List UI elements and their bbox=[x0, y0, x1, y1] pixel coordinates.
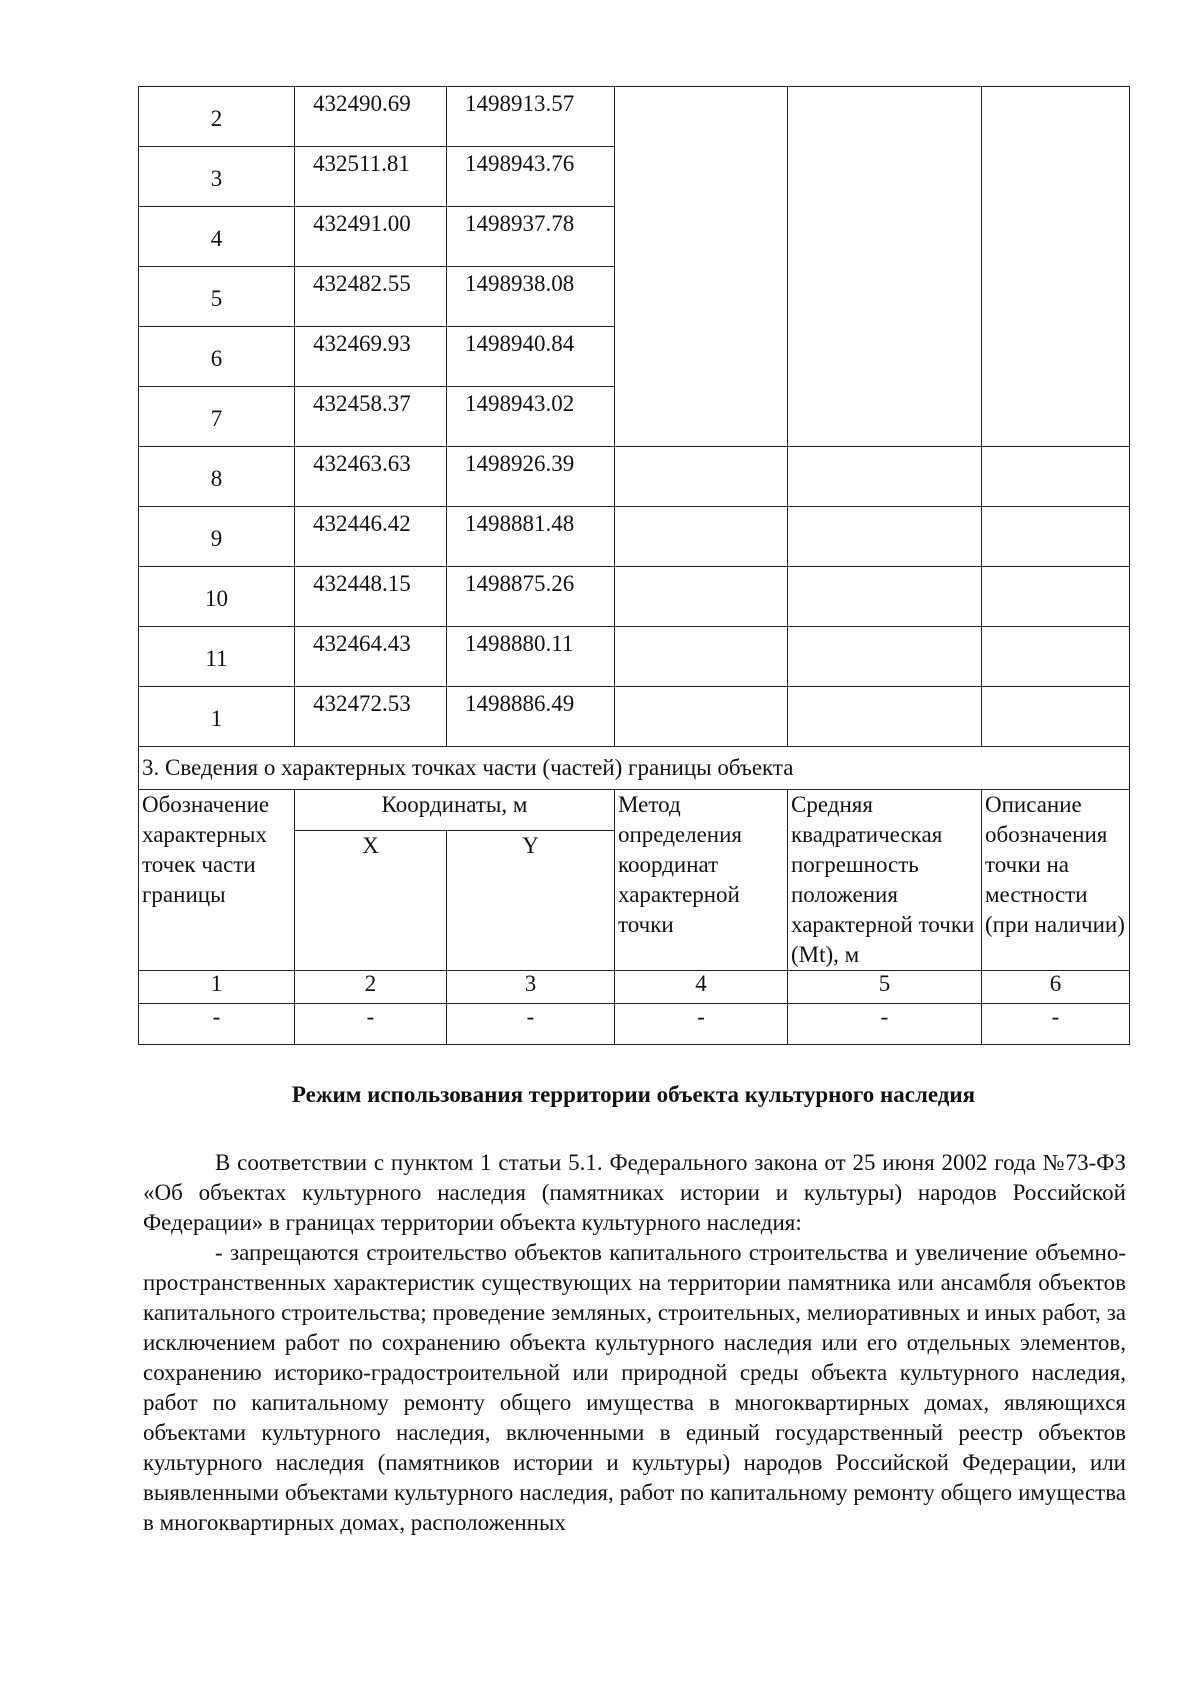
point-x: 432469.93 bbox=[295, 327, 447, 387]
point-number: 5 bbox=[139, 267, 295, 327]
points-table-body bbox=[139, 87, 1130, 1045]
table-row bbox=[139, 447, 1130, 507]
table-row bbox=[139, 687, 1130, 747]
point-number: 4 bbox=[139, 207, 295, 267]
error-cell bbox=[788, 627, 982, 687]
column-number: 5 bbox=[788, 971, 982, 1004]
column-number: 4 bbox=[615, 971, 788, 1004]
error-cell bbox=[788, 687, 982, 747]
method-cell bbox=[615, 507, 788, 567]
header-error: Средняя квадратическая погрешность положения характерной точки (Mt), м bbox=[788, 790, 982, 971]
point-number: 2 bbox=[139, 87, 295, 147]
error-cell bbox=[788, 567, 982, 627]
header-y: Y bbox=[447, 831, 615, 971]
description-cell bbox=[982, 687, 1130, 747]
method-cell bbox=[615, 87, 788, 447]
column-number: 6 bbox=[982, 971, 1130, 1004]
regime-heading: Режим использования территории объекта культурного наследия bbox=[291, 1082, 976, 1107]
point-x: 432446.42 bbox=[295, 507, 447, 567]
point-number: 10 bbox=[139, 567, 295, 627]
point-number: 1 bbox=[139, 687, 295, 747]
header-coordinates: Координаты, м bbox=[295, 790, 615, 831]
point-y: 1498938.08 bbox=[447, 267, 615, 327]
point-x: 432491.00 bbox=[295, 207, 447, 267]
point-x: 432472.53 bbox=[295, 687, 447, 747]
point-number: 8 bbox=[139, 447, 295, 507]
paragraph: - запрещаются строительство объектов капитального строительства и увеличение объемно-пространственных характеристик существующих на территории памятника или ансамбля объектов капитального строительства; проведение земляных, строительных, мелиоративных и иных работ, за исключением работ по сохранению объекта культурного наследия или его отдельных элементов, сохранению историко-градостроительной или природной среды объекта культурного наследия, работ по капитальному ремонту общего имущества в многоквартирных домах, являющихся объектами культурного наследия, включенными в единый государственный реестр объектов культурного наследия (памятников истории и культуры) народов Российской Федерации, или выявленными объектами культурного наследия, работ по капитальному ремонту общего имущества в многоквартирных домах, расположенных bbox=[143, 1240, 1126, 1535]
point-x: 432482.55 bbox=[295, 267, 447, 327]
regime-body bbox=[143, 1148, 1126, 1538]
empty-cell: - bbox=[982, 1004, 1130, 1045]
section-title-row bbox=[139, 747, 1130, 790]
point-y: 1498913.57 bbox=[447, 87, 615, 147]
point-x: 432490.69 bbox=[295, 87, 447, 147]
point-y: 1498886.49 bbox=[447, 687, 615, 747]
coordinates-table bbox=[138, 86, 1130, 1045]
header-designation: Обозначение характерных точек части границы bbox=[139, 790, 295, 971]
empty-cell: - bbox=[447, 1004, 615, 1045]
table-row bbox=[139, 507, 1130, 567]
point-number: 6 bbox=[139, 327, 295, 387]
header-method: Метод определения координат характерной точки bbox=[615, 790, 788, 971]
empty-cell: - bbox=[788, 1004, 982, 1045]
header-row bbox=[139, 790, 1130, 831]
empty-cell: - bbox=[139, 1004, 295, 1045]
error-cell bbox=[788, 447, 982, 507]
method-cell bbox=[615, 627, 788, 687]
description-cell bbox=[982, 447, 1130, 507]
column-number: 3 bbox=[447, 971, 615, 1004]
method-cell bbox=[615, 687, 788, 747]
point-number: 3 bbox=[139, 147, 295, 207]
method-cell bbox=[615, 567, 788, 627]
point-y: 1498940.84 bbox=[447, 327, 615, 387]
description-cell bbox=[982, 507, 1130, 567]
empty-data-row bbox=[139, 1004, 1130, 1045]
header-description: Описание обозначения точки на местности (при наличии) bbox=[982, 790, 1130, 971]
point-x: 432463.63 bbox=[295, 447, 447, 507]
point-y: 1498875.26 bbox=[447, 567, 615, 627]
header-x: X bbox=[295, 831, 447, 971]
point-number: 9 bbox=[139, 507, 295, 567]
point-y: 1498926.39 bbox=[447, 447, 615, 507]
point-x: 432464.43 bbox=[295, 627, 447, 687]
table-row bbox=[139, 627, 1130, 687]
point-y: 1498881.48 bbox=[447, 507, 615, 567]
error-cell bbox=[788, 507, 982, 567]
table-row bbox=[139, 567, 1130, 627]
empty-cell: - bbox=[295, 1004, 447, 1045]
point-number: 11 bbox=[139, 627, 295, 687]
empty-cell: - bbox=[615, 1004, 788, 1045]
section-3-title: 3. Сведения о характерных точках части (частей) границы объекта bbox=[139, 747, 1130, 790]
description-cell bbox=[982, 87, 1130, 447]
point-y: 1498880.11 bbox=[447, 627, 615, 687]
point-y: 1498937.78 bbox=[447, 207, 615, 267]
column-number: 2 bbox=[295, 971, 447, 1004]
column-number-row bbox=[139, 971, 1130, 1004]
table-row bbox=[139, 87, 1130, 147]
point-x: 432458.37 bbox=[295, 387, 447, 447]
paragraph: В соответствии с пунктом 1 статьи 5.1. Федерального закона от 25 июня 2002 года №73-ФЗ «Об объектах культурного наследия (памятниках истории и культуры) народов Российской Федерации» в границах территории объекта культурного наследия: bbox=[143, 1150, 1126, 1235]
point-number: 7 bbox=[139, 387, 295, 447]
method-cell bbox=[615, 447, 788, 507]
point-y: 1498943.76 bbox=[447, 147, 615, 207]
point-y: 1498943.02 bbox=[447, 387, 615, 447]
column-number: 1 bbox=[139, 971, 295, 1004]
description-cell bbox=[982, 627, 1130, 687]
point-x: 432448.15 bbox=[295, 567, 447, 627]
description-cell bbox=[982, 567, 1130, 627]
point-x: 432511.81 bbox=[295, 147, 447, 207]
error-cell bbox=[788, 87, 982, 447]
